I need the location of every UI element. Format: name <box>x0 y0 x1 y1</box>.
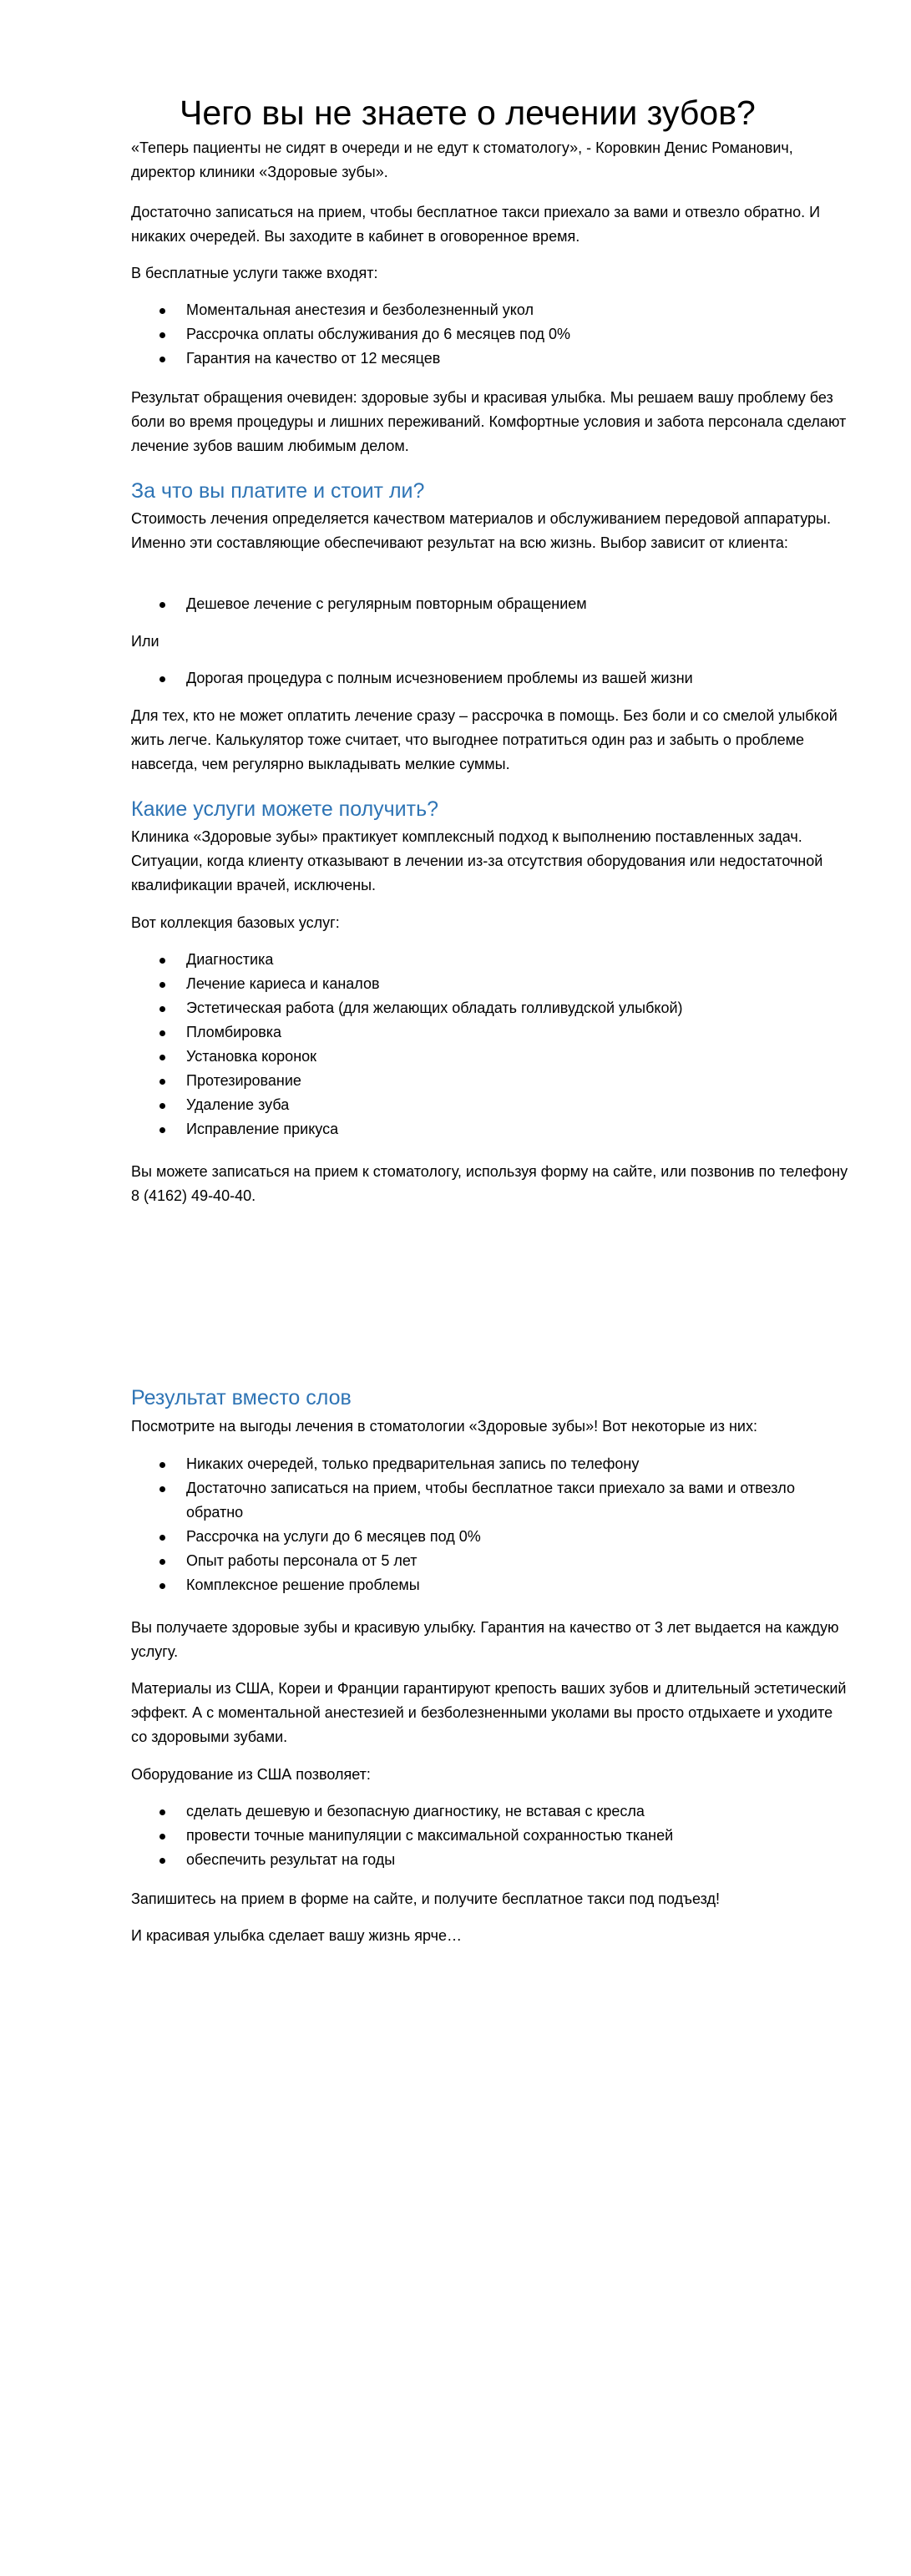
bullet-icon <box>159 1462 165 1468</box>
guarantee-paragraph: Вы получаете здоровые зубы и красивую улыбку. Гарантия на качество от 3 лет выдается на каждую услугу. <box>131 1619 839 1660</box>
list-item <box>131 347 849 371</box>
cta-paragraph: Запишитесь на прием в форме на сайте, и получите бесплатное такси под подъезд! <box>131 1890 720 1907</box>
bullet-icon <box>159 1030 165 1036</box>
bullet-icon <box>159 602 165 608</box>
services-list-lead: Вот коллекция базовых услуг: <box>131 914 340 931</box>
list-item <box>131 592 849 616</box>
list-item <box>131 1799 849 1824</box>
list-item <box>131 1824 849 1848</box>
bullet-icon <box>159 958 165 964</box>
list-item-text: Гарантия на качество от 12 месяцев <box>186 350 441 367</box>
final-line: И красивая улыбка сделает вашу жизнь ярче… <box>131 1927 462 1944</box>
services-closing-paragraph: Вы можете записаться на прием к стоматологу, используя форму на сайте, или позвонив по телефону 8 (4162) 49-40-40. <box>131 1163 848 1204</box>
list-item <box>131 948 849 972</box>
list-item-text: Моментальная анестезия и безболезненный укол <box>186 301 534 318</box>
pay-option-2-list <box>131 666 849 691</box>
list-item-text: Протезирование <box>186 1072 301 1089</box>
bullet-icon <box>159 1055 165 1060</box>
list-item-text: Комплексное решение проблемы <box>186 1576 420 1593</box>
list-item-text: Никаких очередей, только предварительная запись по телефону <box>186 1455 640 1472</box>
bullet-icon <box>159 1559 165 1565</box>
list-item-text: Удаление зуба <box>186 1096 290 1113</box>
list-item-text: Рассрочка на услуги до 6 месяцев под 0% <box>186 1528 481 1545</box>
list-item-text: Пломбировка <box>186 1024 282 1040</box>
list-item <box>131 1093 849 1117</box>
pay-closing-paragraph: Для тех, кто не может оплатить лечение сразу – рассрочка в помощь. Без боли и со смелой улыбкой жить легче. Калькулятор тоже считает, что выгоднее потратиться один раз и забыть о проблеме навсегда, чем регулярно выкладывать мелкие суммы. <box>131 707 838 772</box>
bullet-icon <box>159 1834 165 1840</box>
list-item-text: Дешевое лечение с регулярным повторным обращением <box>186 595 587 612</box>
list-item <box>131 1020 849 1045</box>
bullet-icon <box>159 1809 165 1815</box>
bullet-icon <box>159 982 165 988</box>
list-item-text: Достаточно записаться на прием, чтобы бесплатное такси приехало за вами и отвезло обратно <box>186 1480 795 1521</box>
list-item-text: Исправление прикуса <box>186 1121 339 1137</box>
list-item-text: Лечение кариеса и каналов <box>186 975 380 992</box>
bullet-icon <box>159 676 165 682</box>
list-item <box>131 322 849 347</box>
bullet-icon <box>159 1583 165 1589</box>
bullet-icon <box>159 1858 165 1864</box>
bullet-icon <box>159 1103 165 1109</box>
services-paragraph: Клиника «Здоровые зубы» практикует комплексный подход к выполнению поставленных задач. Ситуации, когда клиенту отказывают в лечении из-за отсутствия оборудования или недостаточной квалификации врачей, исключены. <box>131 828 823 893</box>
list-item <box>131 666 849 691</box>
list-item <box>131 1848 849 1872</box>
equipment-list <box>131 1799 849 1872</box>
intro-paragraph: Достаточно записаться на прием, чтобы бесплатное такси приехало за вами и отвезло обратно. И никаких очередей. Вы заходите в кабинет в оговоренное время. <box>131 204 821 245</box>
section-heading-pay: За что вы платите и стоит ли? <box>131 479 425 503</box>
pay-option-1-list <box>131 592 849 616</box>
benefits-list <box>131 1452 849 1597</box>
list-item <box>131 1476 849 1525</box>
list-item-text: провести точные манипуляции с максимальной сохранностью тканей <box>186 1827 674 1844</box>
section-heading-services: Какие услуги можете получить? <box>131 797 439 821</box>
list-item <box>131 996 849 1020</box>
bullet-icon <box>159 332 165 338</box>
list-item-text: обеспечить результат на годы <box>186 1851 396 1868</box>
services-list <box>131 948 849 1141</box>
bullet-icon <box>159 1535 165 1541</box>
list-item-text: Диагностика <box>186 951 274 968</box>
bullet-icon <box>159 357 165 362</box>
result-section-paragraph: Посмотрите на выгоды лечения в стоматологии «Здоровые зубы»! Вот некоторые из них: <box>131 1418 757 1435</box>
bullet-icon <box>159 1486 165 1492</box>
list-item <box>131 1573 849 1597</box>
materials-paragraph: Материалы из США, Кореи и Франции гарантируют крепость ваших зубов и длительный эстетический эффект. А с моментальной анестезией и безболезненными уколами вы просто отдыхаете и уходите со здоровыми зубами. <box>131 1680 847 1745</box>
quote-paragraph: «Теперь пациенты не сидят в очереди и не едут к стоматологу», - Коровкин Денис Романович, директор клиники «Здоровые зубы». <box>131 139 793 180</box>
or-text: Или <box>131 633 159 650</box>
list-item <box>131 1525 849 1549</box>
list-item <box>131 1452 849 1476</box>
page-title: Чего вы не знаете о лечении зубов? <box>180 94 756 132</box>
list-item-text: Рассрочка оплаты обслуживания до 6 месяцев под 0% <box>186 326 571 342</box>
bullet-icon <box>159 1006 165 1012</box>
free-services-list <box>131 298 849 371</box>
list-item-text: сделать дешевую и безопасную диагностику, не вставая с кресла <box>186 1803 645 1819</box>
bullet-icon <box>159 1127 165 1133</box>
equipment-lead: Оборудование из США позволяет: <box>131 1766 371 1783</box>
bullet-icon <box>159 308 165 314</box>
list-item-text: Установка коронок <box>186 1048 317 1065</box>
pay-paragraph: Стоимость лечения определяется качеством материалов и обслуживанием передовой аппаратуры. Именно эти составляющие обеспечивают результат на всю жизнь. Выбор зависит от клиента: <box>131 510 831 551</box>
list-item <box>131 1045 849 1069</box>
bullet-icon <box>159 1079 165 1085</box>
list-item-text: Эстетическая работа (для желающих обладать голливудской улыбкой) <box>186 1000 683 1016</box>
list-item <box>131 1117 849 1141</box>
section-heading-result: Результат вместо слов <box>131 1386 352 1409</box>
result-paragraph: Результат обращения очевиден: здоровые зубы и красивая улыбка. Мы решаем вашу проблему без боли во время процедуры и лишних переживаний. Комфортные условия и забота персонала сделают лечение зубов вашим любимым делом. <box>131 389 847 454</box>
list-item <box>131 298 849 322</box>
list-item-text: Дорогая процедура с полным исчезновением проблемы из вашей жизни <box>186 670 693 686</box>
list-item-text: Опыт работы персонала от 5 лет <box>186 1552 418 1569</box>
free-services-lead: В бесплатные услуги также входят: <box>131 265 378 281</box>
list-item <box>131 972 849 996</box>
list-item <box>131 1549 849 1573</box>
list-item <box>131 1069 849 1093</box>
